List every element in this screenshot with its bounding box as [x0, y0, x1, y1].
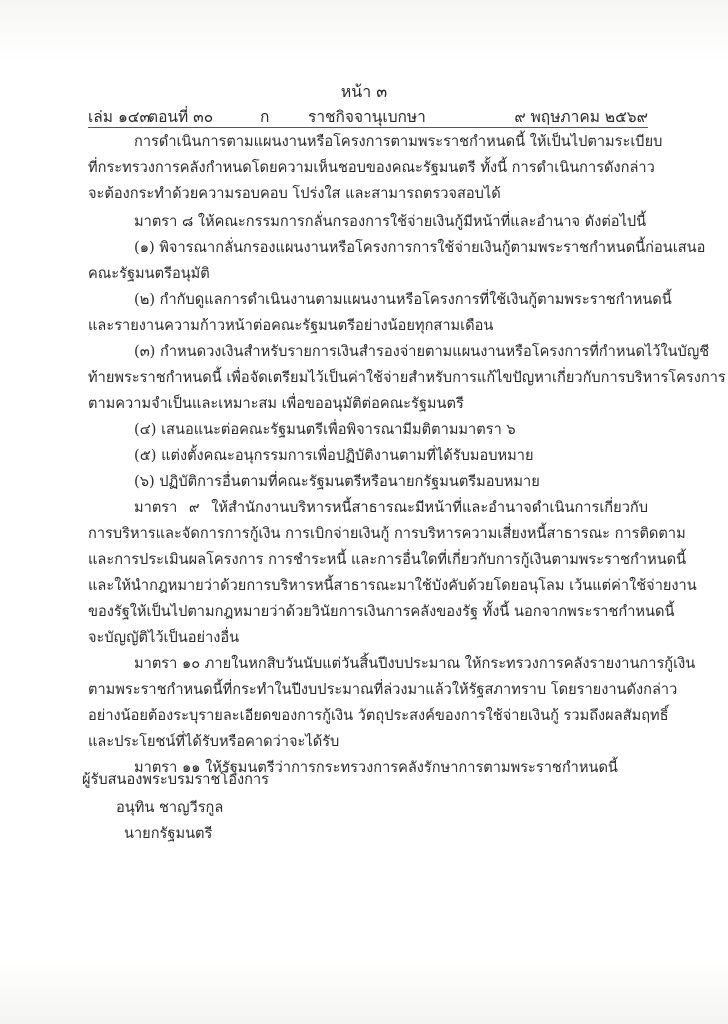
body-line: (๓) กำหนดวงเงินสำหรับรายการเงินสำรองจ่ายตามแผนงานหรือโครงการที่กำหนดไว้ในบัญชี — [134, 343, 710, 360]
body-line: (๒) กำกับดูแลการดำเนินงานตามแผนงานหรือโครงการที่ใช้เงินกู้ตามพระราชกำหนดนี้ — [134, 291, 672, 308]
signatory-title: นายกรัฐมนตรี — [124, 825, 213, 842]
body-line: และให้นำกฎหมายว่าด้วยการบริหารหนี้สาธารณะมาใช้บังคับด้วยโดยอนุโลม เว้นแต่ค่าใช้จ่ายงาน — [88, 577, 697, 594]
body-line: (๑) พิจารณากลั่นกรองแผนงานหรือโครงการการใช้จ่ายเงินกู้ตามพระราชกำหนดนี้ก่อนเสนอ — [134, 239, 706, 256]
body-line: และประโยชน์ที่ได้รับหรือคาดว่าจะได้รับ — [88, 733, 340, 750]
body-line: ที่กระทรวงการคลังกำหนดโดยความเห็นชอบของคณะรัฐมนตรี ทั้งนี้ การดำเนินการดังกล่าว — [88, 159, 655, 176]
gazette-header — [88, 104, 648, 126]
body-line: อย่างน้อยต้องระบุรายละเอียดของการกู้เงิน วัตถุประสงค์ของการใช้จ่ายเงินกู้ รวมถึงผลสัมฤทธิ์ — [88, 707, 669, 724]
body-line: การบริหารและจัดการการกู้เงิน การเบิกจ่ายเงินกู้ การบริหารความเสี่ยงหนี้สาธารณะ การติดตาม — [88, 525, 686, 542]
body-line: ท้ายพระราชกำหนดนี้ เพื่อจัดเตรียมไว้เป็นค่าใช้จ่ายสำหรับการแก้ไขปัญหาเกี่ยวกับการบริหารโครงการ — [88, 369, 726, 386]
body-line: และรายงานความก้าวหน้าต่อคณะรัฐมนตรีอย่างน้อยทุกสามเดือน — [88, 317, 494, 334]
page-number: หน้า ๓ — [340, 82, 388, 101]
body-line: จะบัญญัติไว้เป็นอย่างอื่น — [88, 629, 240, 646]
countersign-label: ผู้รับสนองพระบรมราชโองการ — [82, 771, 269, 788]
section-8-heading: มาตรา ๘ ให้คณะกรรมการกลั่นกรองการใช้จ่ายเงินกู้มีหน้าที่และอำนาจ ดังต่อไปนี้ — [134, 213, 647, 230]
header-divider — [88, 127, 648, 128]
signatory-name: อนุทิน ชาญวีรกูล — [116, 799, 224, 816]
part-number: ตอนที่ ๓๐ — [148, 108, 214, 126]
body-line: ตามพระราชกำหนดนี้ที่กระทำในปีงบประมาณที่ล่วงมาแล้วให้รัฐสภาทราบ โดยรายงานดังกล่าว — [88, 681, 678, 698]
section-letter: ก — [260, 108, 270, 126]
body-line: คณะรัฐมนตรีอนุมัติ — [88, 265, 210, 282]
body-line: จะต้องกระทำด้วยความรอบคอบ โปร่งใส และสามารถตรวจสอบได้ — [88, 185, 501, 202]
body-line: และการประเมินผลโครงการ การชำระหนี้ และการอื่นใดที่เกี่ยวกับการกู้เงินตามพระราชกำหนดนี้ — [88, 551, 687, 568]
publication-name: ราชกิจจานุเบกษา — [308, 108, 426, 126]
publication-date: ๙ พฤษภาคม ๒๕๖๙ — [514, 108, 648, 126]
section-10-heading: มาตรา ๑๐ ภายในหกสิบวันนับแต่วันสิ้นปีงบประมาณ ให้กระทรวงการคลังรายงานการกู้เงิน — [134, 655, 696, 672]
section-11-heading: มาตรา ๑๑ ให้รัฐมนตรีว่าการกระทรวงการคลังรักษาการตามพระราชกำหนดนี้ — [134, 759, 618, 776]
body-line: การดำเนินการตามแผนงานหรือโครงการตามพระราชกำหนดนี้ ให้เป็นไปตามระเบียบ — [134, 133, 663, 150]
body-line: ตามความจำเป็นและเหมาะสม เพื่อขออนุมัติต่อคณะรัฐมนตรี — [88, 395, 464, 412]
volume-number: เล่ม ๑๔๓ — [88, 108, 151, 126]
body-line: ของรัฐให้เป็นไปตามกฎหมายว่าด้วยวินัยการเงินการคลังของรัฐ ทั้งนี้ นอกจากพระราชกำหนดนี้ — [88, 603, 675, 620]
body-line: (๔) เสนอแนะต่อคณะรัฐมนตรีเพื่อพิจารณามีมติตามมาตรา ๖ — [134, 421, 516, 438]
section-9-heading: มาตรา ๙ ให้สำนักงานบริหารหนี้สาธารณะมีหน้าที่และอำนาจดำเนินการเกี่ยวกับ — [134, 499, 648, 516]
body-line: (๖) ปฏิบัติการอื่นตามที่คณะรัฐมนตรีหรือนายกรัฐมนตรีมอบหมาย — [134, 473, 540, 490]
body-line: (๕) แต่งตั้งคณะอนุกรรมการเพื่อปฏิบัติงานตามที่ได้รับมอบหมาย — [134, 447, 534, 464]
